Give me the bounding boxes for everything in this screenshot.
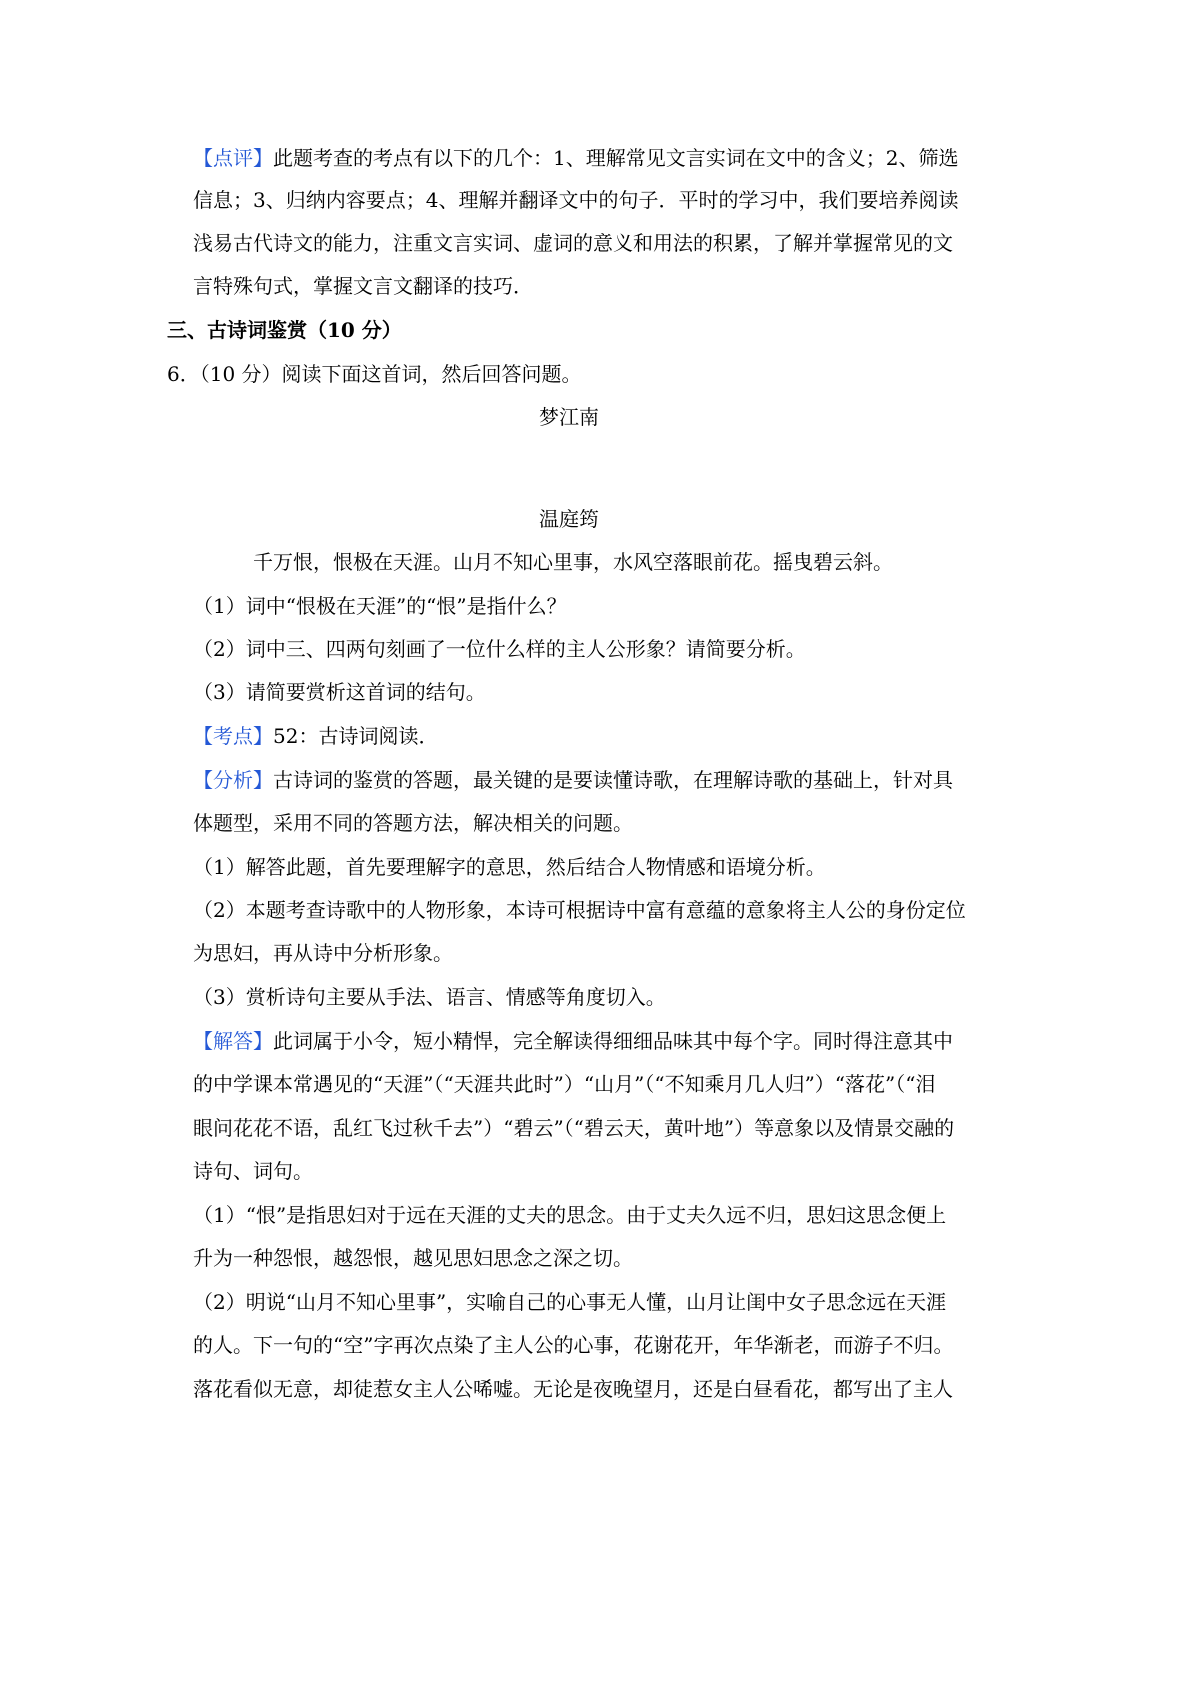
analysis-line-5: 为思妇，再从诗中分析形象。 — [193, 941, 453, 965]
review-tag: 【点评】 — [193, 146, 273, 170]
answer-line-1: 【解答】此词属于小令，短小精悍，完全解读得细细品味其中每个字。同时得注意其中 — [193, 1029, 953, 1053]
poem-author: 温庭筠 — [539, 507, 599, 531]
answer-line-7: （2）明说“山月不知心里事”，实喻自己的心事无人懂，山月让闺中女子思念远在天涯 — [193, 1290, 947, 1314]
review-line-1: 【点评】此题考查的考点有以下的几个：1、理解常见文言实词在文中的含义；2、筛选 — [193, 146, 959, 170]
answer-line-5: （1）“恨”是指思妇对于远在天涯的丈夫的思念。由于丈夫久远不归，思妇这思念便上 — [193, 1203, 947, 1227]
subquestion-3: （3）请简要赏析这首词的结句。 — [193, 680, 486, 704]
review-line-3: 浅易古代诗文的能力，注重文言实词、虚词的意义和用法的积累，了解并掌握常见的文 — [193, 231, 953, 255]
review-line-2: 信息；3、归纳内容要点；4、理解并翻译文中的句子．平时的学习中，我们要培养阅读 — [193, 188, 959, 212]
subquestion-2: （2）词中三、四两句刻画了一位什么样的主人公形象？请简要分析。 — [193, 637, 806, 661]
analysis-line-2: 体题型，采用不同的答题方法，解决相关的问题。 — [193, 811, 633, 835]
answer-line-4: 诗句、词句。 — [193, 1159, 313, 1183]
poem-title: 梦江南 — [539, 405, 599, 429]
analysis-line-3: （1）解答此题，首先要理解字的意思，然后结合人物情感和语境分析。 — [193, 855, 826, 879]
section-heading: 三、古诗词鉴赏（10 分） — [167, 318, 402, 342]
review-line-4: 言特殊句式，掌握文言文翻译的技巧． — [193, 274, 533, 298]
analysis-line-4: （2）本题考查诗歌中的人物形象，本诗可根据诗中富有意蕴的意象将主人公的身份定位 — [193, 898, 966, 922]
kaodian-line: 【考点】52：古诗词阅读． — [193, 724, 439, 748]
answer-tag: 【解答】 — [193, 1029, 273, 1053]
analysis-tag: 【分析】 — [193, 768, 273, 792]
question-header: 6．（10 分）阅读下面这首词，然后回答问题。 — [167, 362, 582, 386]
answer-line-2: 的中学课本常遇见的“天涯”（“天涯共此时”）“山月”（“不知乘月几人归”）“落花”（“泪 — [193, 1072, 936, 1096]
poem-text: 千万恨，恨极在天涯。山月不知心里事，水风空落眼前花。摇曳碧云斜。 — [253, 550, 893, 574]
analysis-line-1: 【分析】古诗词的鉴赏的答题，最关键的是要读懂诗歌，在理解诗歌的基础上，针对具 — [193, 768, 953, 792]
analysis-line-6: （3）赏析诗句主要从手法、语言、情感等角度切入。 — [193, 985, 666, 1009]
answer-line-3: 眼问花花不语，乱红飞过秋千去”）“碧云”（“碧云天，黄叶地”）等意象以及情景交融的 — [193, 1116, 955, 1140]
answer-line-9: 落花看似无意，却徒惹女主人公唏嘘。无论是夜晚望月，还是白昼看花，都写出了主人 — [193, 1377, 953, 1401]
answer-line-8: 的人。下一句的“空”字再次点染了主人公的心事，花谢花开，年华渐老，而游子不归。 — [193, 1333, 954, 1357]
answer-line-6: 升为一种怨恨，越怨恨，越见思妇思念之深之切。 — [193, 1246, 633, 1270]
kaodian-tag: 【考点】 — [193, 724, 273, 748]
subquestion-1: （1）词中“恨极在天涯”的“恨”是指什么？ — [193, 594, 567, 618]
